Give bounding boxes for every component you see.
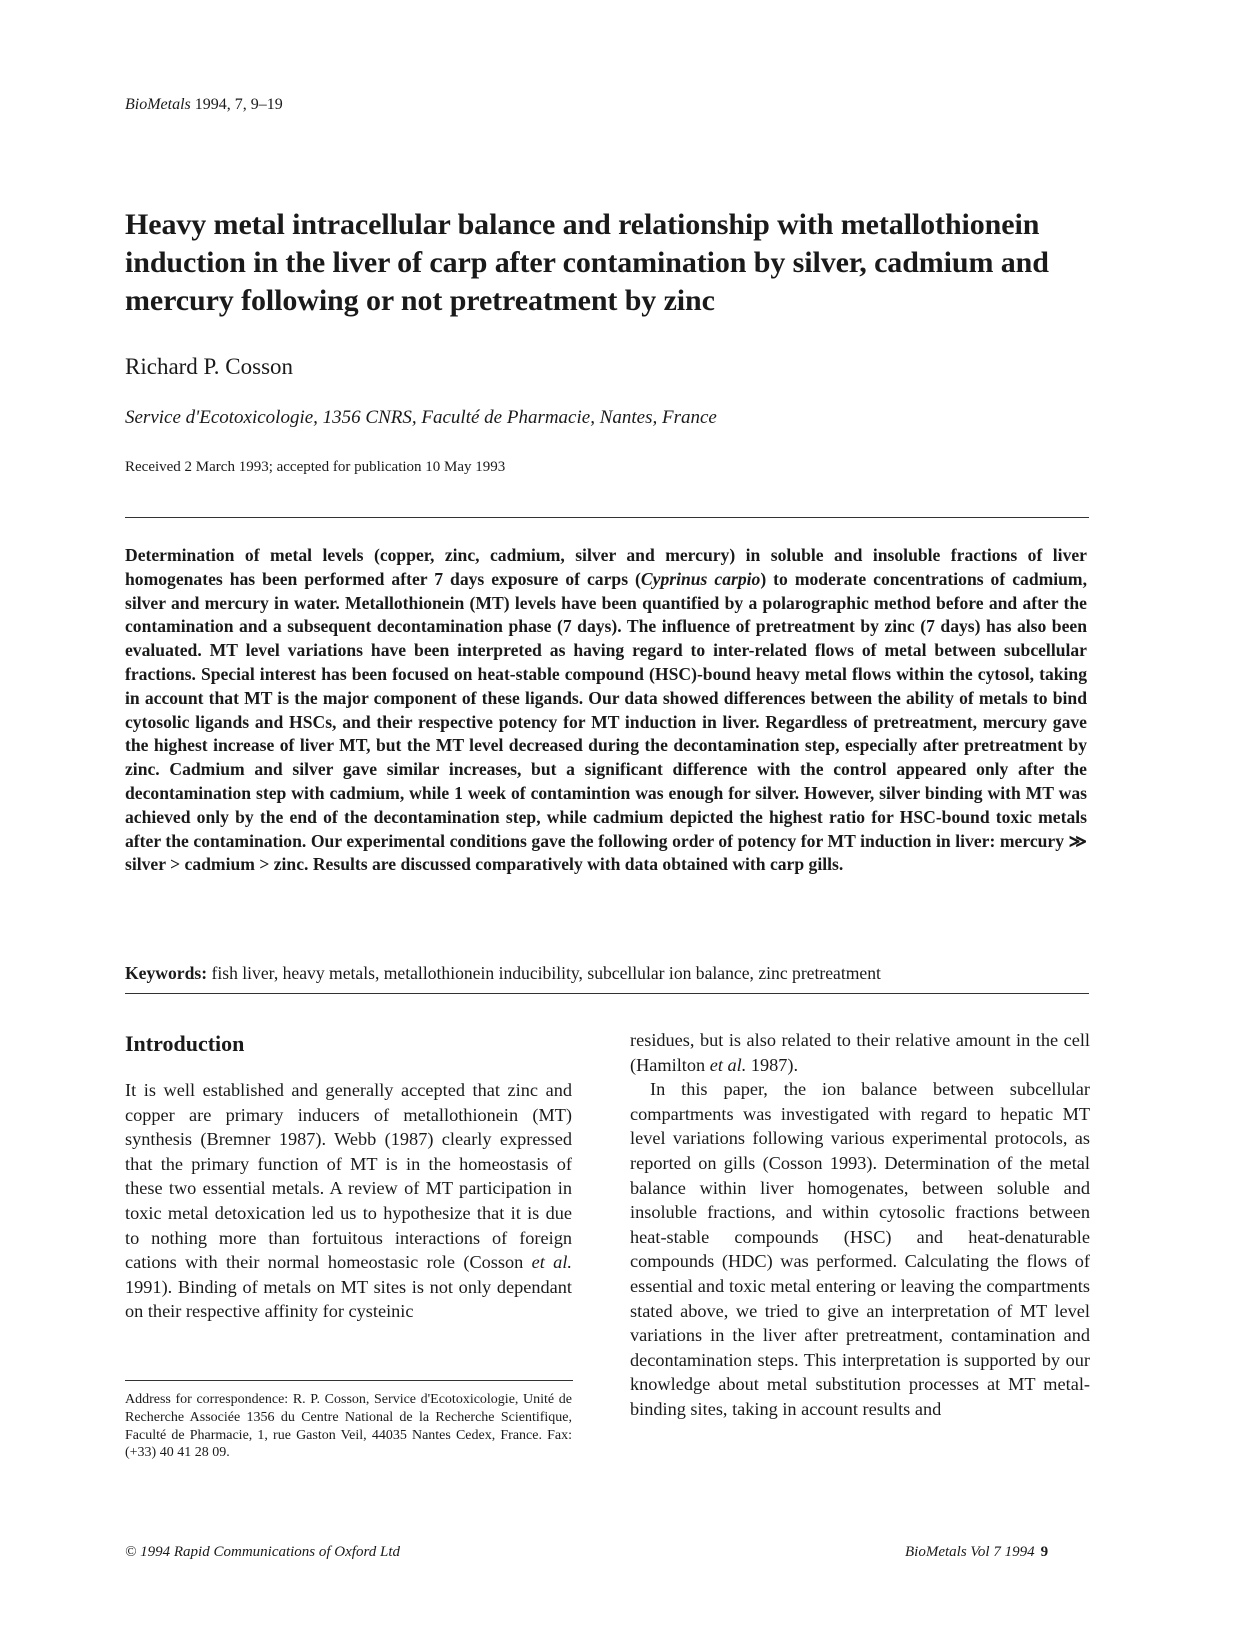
journal-citation [125,96,283,114]
intro-paragraph-left [125,1078,572,1324]
intro-paragraph-2: In this paper, the ion balance between subcellular compartments was investigated with regard to hepatic MT level variations following various experimental protocols, as reported on gills (Cosson 1993). Determination of the metal balance within liver homogenates, between soluble and insoluble fractions, and within cytosolic fractions between heat-stable compounds (HSC) and heat-denaturable compounds (HDC) was performed. Calculating the flows of essential and toxic metal entering or leaving the compartments stated above, we tried to give an interpretation of MT level variations in the liver after pretreatment, contamination and decontamination steps. This interpretation is supported by our knowledge about metal substitution processes at MT metal-binding sites, taking in account results and [630,1079,1090,1419]
abstract-bottom-rule [125,993,1089,994]
journal-name: BioMetals [125,96,191,113]
citation-volume-pages: 1994, 7, 9–19 [190,96,283,113]
intro-right-text-1: residues, but is also related to their relative amount in the cell (Hamilton [630,1030,1090,1075]
page-footer [905,1544,1048,1561]
abstract-text-part1: Determination of metal levels (copper, zinc, cadmium, silver and mercury) in soluble and insoluble fractions of liver homogenates has been performed after 7 days exposure of carps ( [125,545,1087,589]
intro-left-etal: et al. [531,1252,572,1273]
author-affiliation: Service d'Ecotoxicologie, 1356 CNRS, Faculté de Pharmacie, Nantes, France [125,407,717,428]
intro-right-etal: et al. [709,1054,747,1075]
intro-right-column [630,1028,1090,1422]
footer-journal-volume: BioMetals Vol 7 1994 [905,1544,1035,1560]
intro-right-text-2: 1987). [746,1054,799,1075]
article-title: Heavy metal intracellular balance and relationship with metallothionein induction in the liver of carp after contamination by silver, cadmium and mercury following or not pretreatment by zinc [125,208,1049,317]
keywords-text: fish liver, heavy metals, metallothionein inducibility, subcellular ion balance, zinc pretreatment [207,963,881,983]
abstract-text-part2: ) to moderate concentrations of cadmium, silver and mercury in water. Metallothionein (MT) levels have been quantified by a polarographic method before and after the contamination and a subsequent decontamination phase (7 days). The influence of pretreatment by zinc (7 days) has also been evaluated. MT level variations have been interpreted as having regard to inter-related flows of metal between subcellular fractions. Special interest has been focused on heat-stable compound (HSC)-bound heavy metal flows within the cytosol, taking in account that MT is the major component of these ligands. Our data showed differences between the ability of metals to bind cytosolic ligands and HSCs, and their respective potency for MT induction in liver. Regardless of pretreatment, mercury gave the highest increase of liver MT, but the MT level decreased during the decontamination step, especially after pretreatment by zinc. Cadmium and silver gave similar increases, but a significant difference with the control appeared only after the decontamination step with cadmium, while 1 week of contamintion was enough for silver. However, silver binding with MT was achieved only by the end of the decontamination step, while cadmium depicted the highest ratio for HSC-bound toxic metals after the contamination. Our experimental conditions gave the following order of potency for MT induction in liver: mercury ≫ silver > cadmium > zinc. Results are discussed comparatively with data obtained with carp gills. [125,568,1087,875]
intro-left-text-2: 1991). Binding of metals on MT sites is not only dependant on their respective affinity for cysteinic [125,1276,572,1322]
footnote-rule [125,1380,573,1381]
section-heading-introduction: Introduction [125,1031,245,1056]
intro-paragraph-continued [630,1028,1090,1077]
keywords-line [125,963,1105,984]
species-name: Cyprinus carpio [640,568,761,589]
received-dates: Received 2 March 1993; accepted for publication 10 May 1993 [125,459,506,475]
copyright-notice: © 1994 Rapid Communications of Oxford Ltd [125,1544,401,1560]
abstract-top-rule [125,517,1089,518]
abstract [125,544,1087,877]
page-number: 9 [1040,1544,1049,1560]
intro-left-text-1: It is well established and generally accepted that zinc and copper are primary inducers of metallothionein (MT) synthesis (Bremner 1987). Webb (1987) clearly expressed that the primary function of MT is in the homeostasis of these two essential metals. A review of MT participation in toxic metal detoxication led us to hypothesize that it is due to nothing more than fortuitous interactions of foreign cations with their normal homeostasic role (Cosson [125,1080,572,1273]
correspondence-footnote: Address for correspondence: R. P. Cosson, Service d'Ecotoxicologie, Unité de Recherche Associée 1356 du Centre National de la Recherche Scientifique, Faculté de Pharmacie, 1, rue Gaston Veil, 44035 Nantes Cedex, France. Fax: (+33) 40 41 28 09. [125,1392,572,1461]
author-name: Richard P. Cosson [125,354,294,379]
keywords-label: Keywords: [125,963,208,983]
